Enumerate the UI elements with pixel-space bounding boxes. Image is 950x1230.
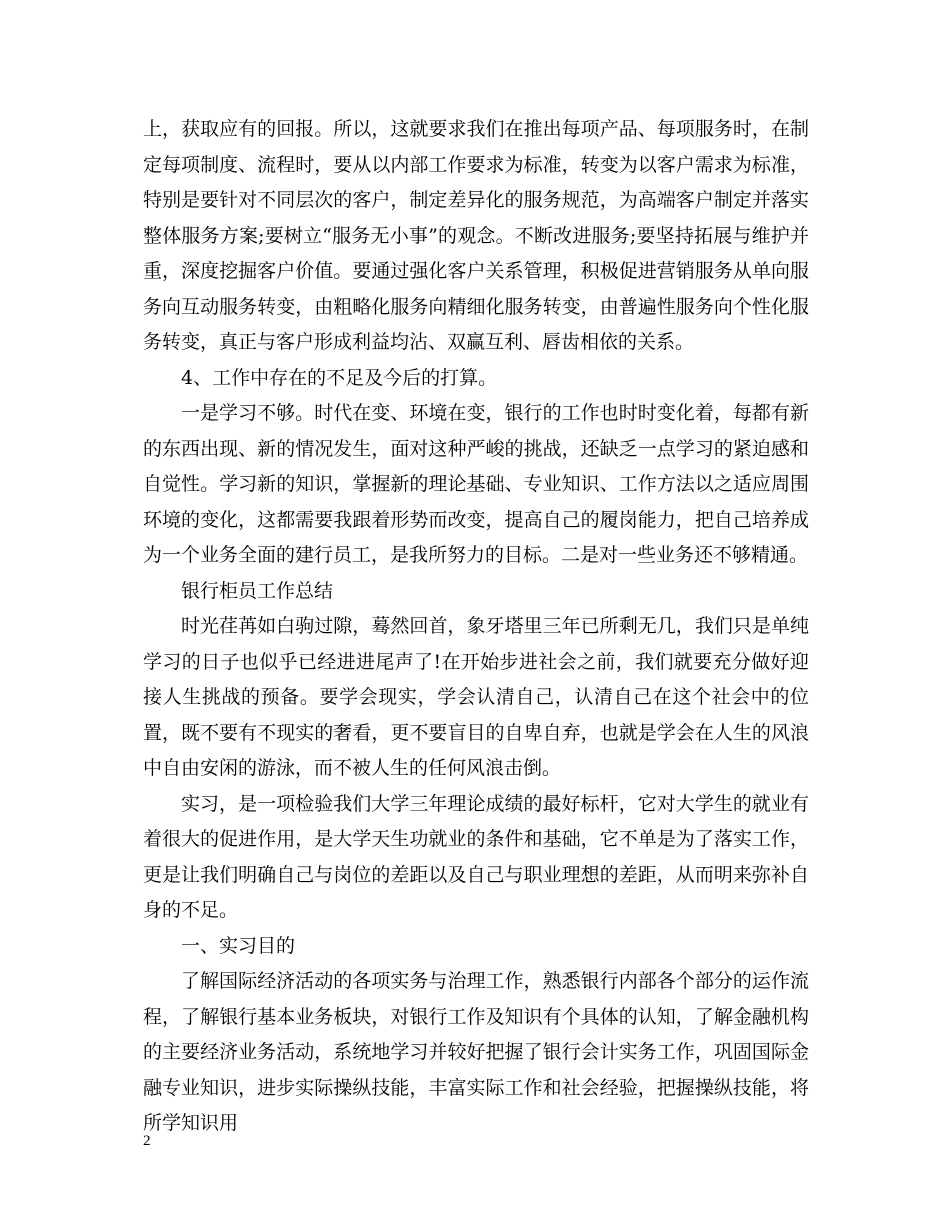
paragraph-insufficient-study: 一是学习不够。时代在变、环境在变，银行的工作也时时变化着，每都有新的东西出现、新的情况发生，面对这种严峻的挑战，还缺乏一点学习的紧迫感和自觉性。学习新的知识，掌握新的理论基础、专业知识、工作方法以之适应周围环境的变化，这都需要我跟着形势而改变，提高自己的履岗能力，把自己培养成为一个业务全面的建行员工，是我所努力的目标。二是对一些业务还不够精通。	[143, 402, 809, 566]
page-number: 2	[143, 1133, 151, 1149]
paragraph-title-teller-summary: 银行柜员工作总结	[181, 579, 334, 602]
document-body	[143, 112, 809, 1142]
paragraph-heading-shortcomings: 4、工作中存在的不足及今后的打算。	[181, 366, 498, 389]
paragraph-time-flies: 时光荏苒如白驹过隙，蓦然回首，象牙塔里三年已所剩无几，我们只是单纯学习的日子也似乎已经进进尾声了!在开始步进社会之前，我们就要充分做好迎接人生挑战的预备。要学会现实，学会认清自己，认清自己在这个社会中的位置，既不要有不现实的奢看，更不要盲目的自卑自弃，也就是学会在人生的风浪中自由安闲的游泳，而不被人生的任何风浪击倒。	[143, 615, 809, 779]
paragraph-heading-internship-purpose: 一、实习目的	[181, 934, 296, 957]
paragraph-internship-benchmark: 实习，是一项检验我们大学三年理论成绩的最好标杆，它对大学生的就业有着很大的促进作用，是大学天生功就业的条件和基础，它不单是为了落实工作，更是让我们明确自己与岗位的差距以及自己与职业理想的差距，从而明来弥补自身的不足。	[143, 792, 809, 921]
paragraph-internship-purpose: 了解国际经济活动的各项实务与治理工作，熟悉银行内部各个部分的运作流程，了解银行基本业务板块，对银行工作及知识有个具体的认知，了解金融机构的主要经济业务活动，系统地学习并较好把握了银行会计实务工作，巩固国际金融专业知识，进步实际操纵技能，丰富实际工作和社会经验，把握操纵技能，将所学知识用	[143, 970, 809, 1134]
paragraph-service-continuation: 上，获取应有的回报。所以，这就要求我们在推出每项产品、每项服务时，在制定每项制度、流程时，要从以内部工作要求为标准，转变为以客户需求为标准，特别是要针对不同层次的客户，制定差异化的服务规范，为高端客户制定并落实整体服务方案;要树立“服务无小事”的观念。不断改进服务;要坚持拓展与维护并重，深度挖掘客户价值。要通过强化客户关系管理，积极促进营销服务从单向服务向互动服务转变，由粗略化服务向精细化服务转变，由普遍性服务向个性化服务转变，真正与客户形成利益均沾、双赢互利、唇齿相依的关系。	[143, 118, 809, 353]
